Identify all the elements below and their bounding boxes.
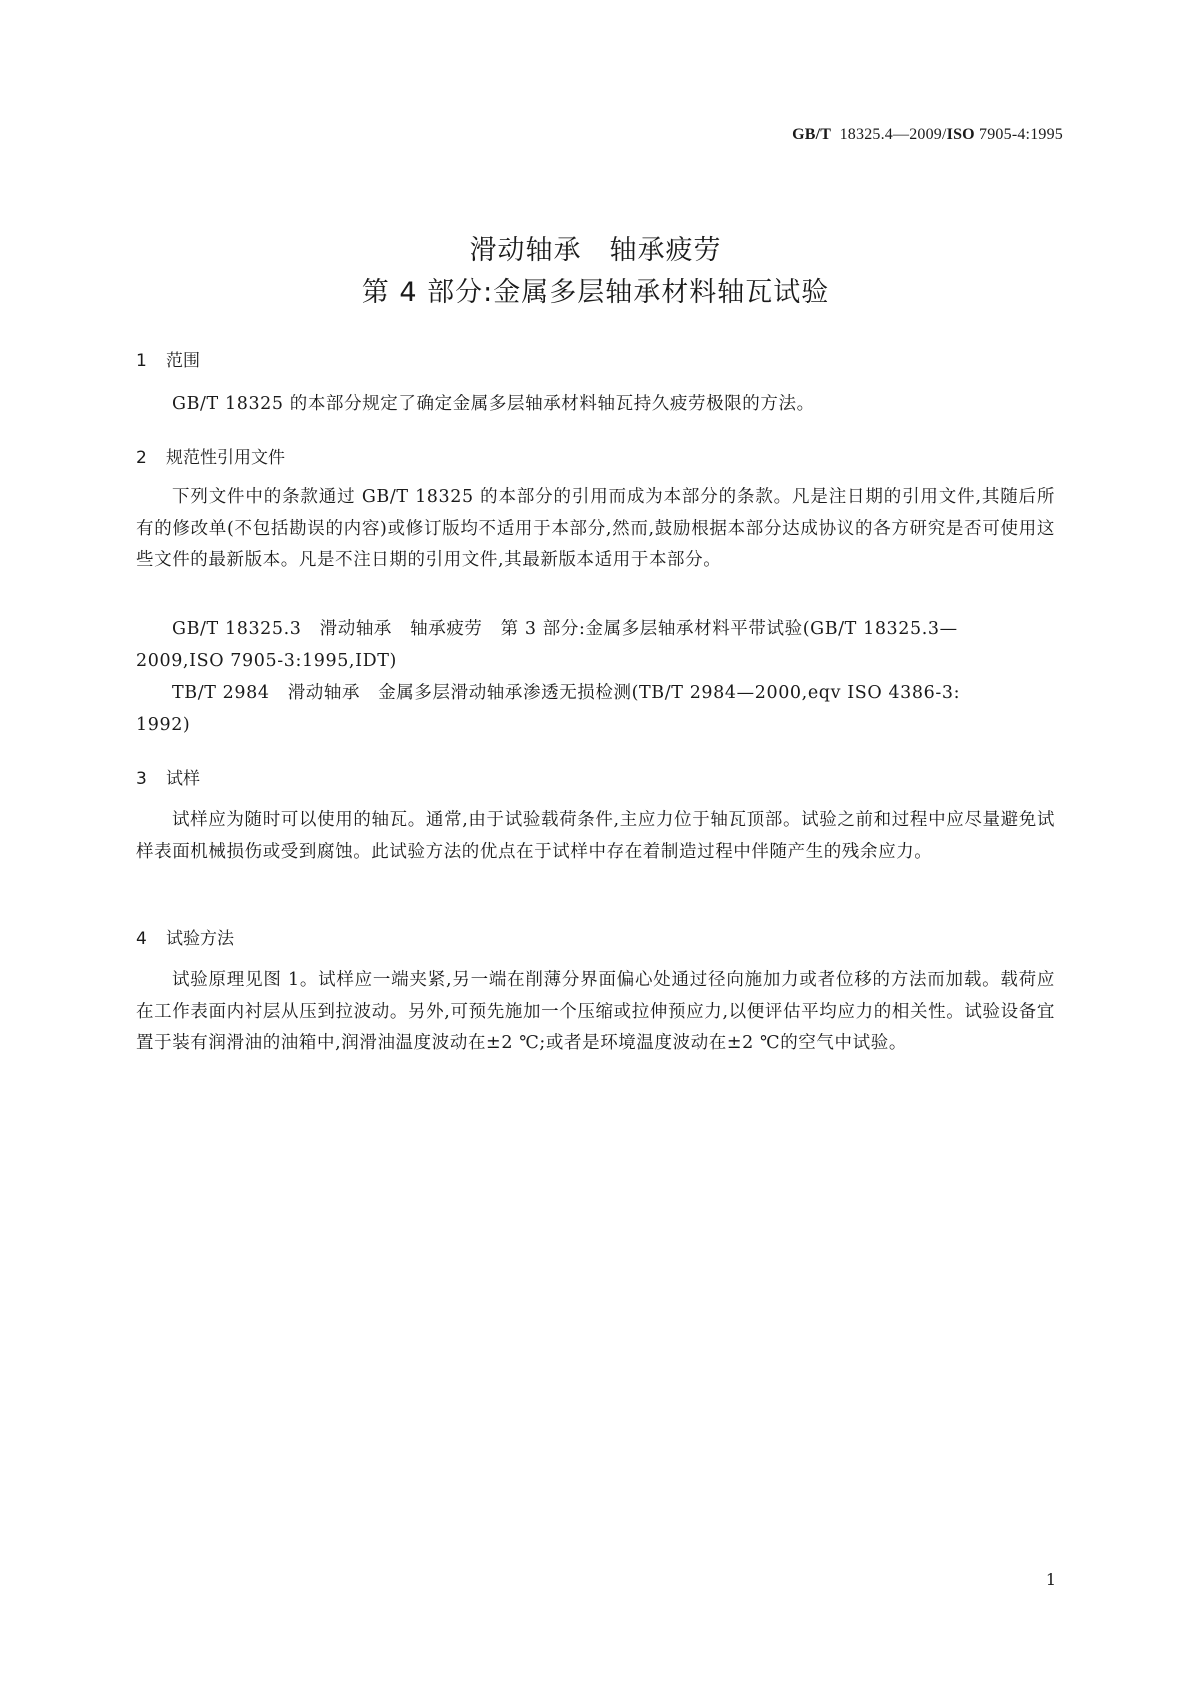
document-title-line1: 滑动轴承 轴承疲劳: [469, 235, 722, 266]
code-iso: ISO: [946, 126, 975, 143]
section-heading-test-method: [136, 924, 234, 949]
section-number: 4: [136, 929, 147, 949]
code-iso-number: 7905-4:1995: [979, 126, 1063, 143]
section-heading-specimen: [136, 764, 200, 789]
section-number: 2: [136, 448, 147, 468]
section-text-specimen: 试样应为随时可以使用的轴瓦。通常,由于试验载荷条件,主应力位于轴瓦顶部。试验之前和过程中应尽量避免试样表面机械损伤或受到腐蚀。此试验方法的优点在于试样中存在着制造过程中伴随产生的残余应力。: [136, 810, 1055, 862]
section-text-normative-references: 下列文件中的条款通过 GB/T 18325 的本部分的引用而成为本部分的条款。凡是注日期的引用文件,其随后所有的修改单(不包括勘误的内容)或修订版均不适用于本部分,然而,鼓励根据本部分达成协议的各方研究是否可使用这些文件的最新版本。凡是不注日期的引用文件,其最新版本适用于本部分。: [136, 487, 1055, 570]
reference-item: [136, 678, 1055, 741]
section-text-test-method: 试验原理见图 1。试样应一端夹紧,另一端在削薄分界面偏心处通过径向施加力或者位移的方法而加载。载荷应在工作表面内衬层从压到拉波动。另外,可预先施加一个压缩或拉伸预应力,以便评估平均应力的相关性。试验设备宜置于装有润滑油的油箱中,润滑油温度波动在±2 ℃;或者是环境温度波动在±2 ℃的空气中试验。: [136, 970, 1055, 1053]
reference-line: 2009,ISO 7905-3:1995,IDT): [136, 650, 397, 671]
reference-line: GB/T 18325.3 滑动轴承 轴承疲劳 第 3 部分:金属多层轴承材料平带试验(GB/T 18325.3—: [172, 619, 958, 639]
section-heading-normative-references: [136, 443, 285, 468]
section-title: 范围: [166, 351, 200, 371]
reference-line: TB/T 2984 滑动轴承 金属多层滑动轴承渗透无损检测(TB/T 2984—2000,eqv ISO 4386-3:: [172, 683, 961, 703]
section-title: 试样: [166, 769, 200, 789]
standard-code: [792, 126, 1063, 144]
reference-item: [136, 614, 1055, 677]
section-number: 1: [136, 351, 147, 371]
section-heading-scope: [136, 346, 200, 371]
document-title-line2: 第 4 部分:金属多层轴承材料轴瓦试验: [361, 277, 830, 308]
section-text-scope: GB/T 18325 的本部分规定了确定金属多层轴承材料轴瓦持久疲劳极限的方法。: [172, 394, 815, 414]
reference-line: 1992): [136, 714, 191, 735]
section-number: 3: [136, 769, 147, 789]
code-number: 18325.4—2009/: [839, 126, 947, 143]
page-number: 1: [1045, 1570, 1056, 1589]
code-prefix: GB/T: [792, 126, 832, 143]
section-title: 规范性引用文件: [166, 448, 285, 468]
section-title: 试验方法: [166, 929, 234, 949]
